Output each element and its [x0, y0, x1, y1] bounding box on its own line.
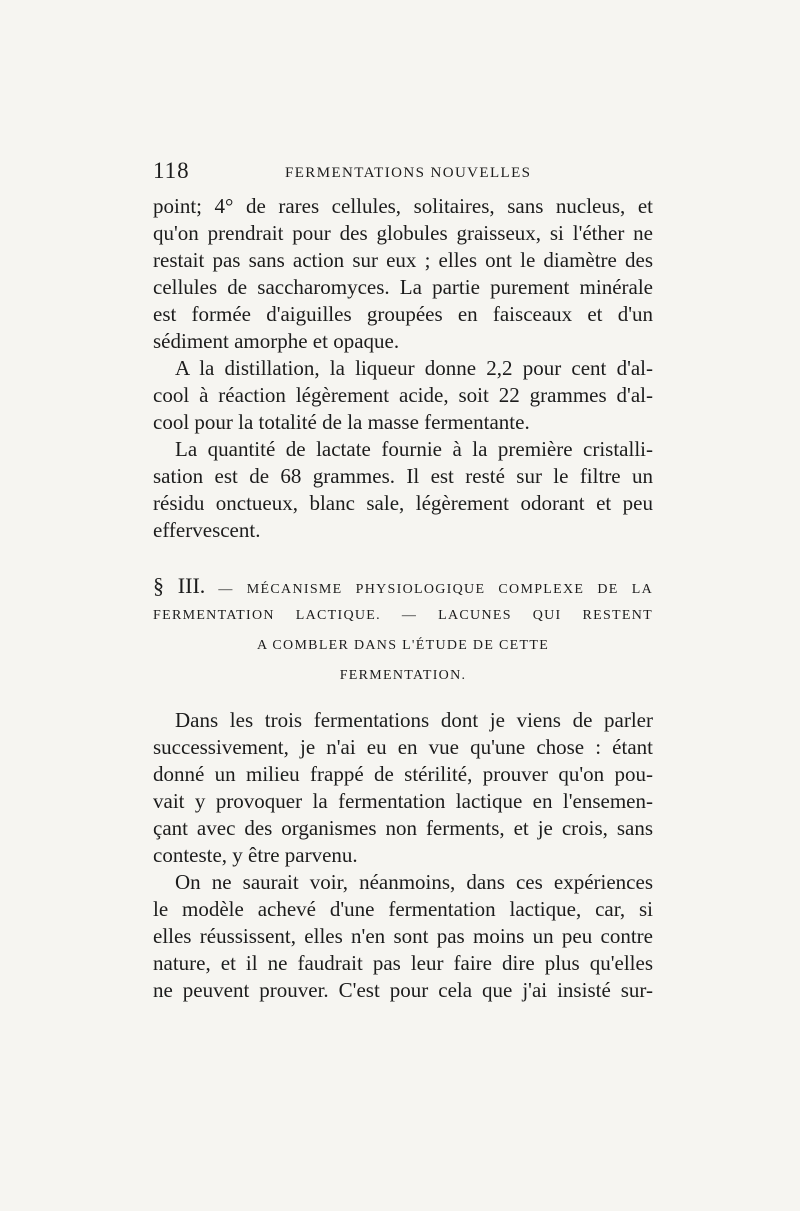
- text-line: A la distillation, la liqueur donne 2,2 pour cent d'al-: [175, 356, 653, 380]
- paragraph-5: [153, 869, 653, 1004]
- text-line: On ne saurait voir, néanmoins, dans ces expériences: [175, 870, 653, 894]
- text-line: vait y provoquer la fermentation lactique en l'ensemen-: [153, 789, 653, 813]
- text-line: est formée d'aiguilles groupées en faisceaux et d'un: [153, 302, 653, 326]
- text-line: cool pour la totalité de la masse fermentante.: [153, 410, 530, 434]
- text-line: le modèle achevé d'une fermentation lactique, car, si: [153, 897, 653, 921]
- body-text: [153, 193, 653, 1004]
- text-line: cool à réaction légèrement acide, soit 22 grammes d'al-: [153, 383, 653, 407]
- spacer: [153, 691, 653, 707]
- section-heading-line: A COMBLER DANS L'ÉTUDE DE CETTE: [256, 638, 550, 653]
- spacer: [153, 544, 653, 571]
- text-line: Dans les trois fermentations dont je viens de parler: [175, 708, 653, 732]
- paragraph-4: [153, 707, 653, 869]
- text-line: donné un milieu frappé de stérilité, prouver qu'on pou-: [153, 762, 653, 786]
- text-line: sation est de 68 grammes. Il est resté sur le filtre un: [153, 464, 653, 488]
- text-line: nature, et il ne faudrait pas leur faire dire plus qu'elles: [153, 951, 653, 975]
- text-line: sédiment amorphe et opaque.: [153, 329, 400, 353]
- text-line: effervescent.: [153, 518, 261, 542]
- text-line: ne peuvent prouver. C'est pour cela que j'ai insisté sur-: [153, 978, 653, 1002]
- text-line: successivement, je n'ai eu en vue qu'une chose : étant: [153, 735, 653, 759]
- text-line: résidu onctueux, blanc sale, légèrement odorant et peu: [153, 491, 653, 515]
- section-heading-line: FERMENTATION.: [339, 668, 467, 683]
- text-line: elles réussissent, elles n'en sont pas moins un peu contre: [153, 924, 653, 948]
- paragraph-1: [153, 193, 653, 355]
- running-head: FERMENTATIONS NOUVELLES: [285, 165, 532, 181]
- section-heading-line: [153, 571, 653, 601]
- text-line: conteste, y être parvenu.: [153, 843, 358, 867]
- text-line: çant avec des organismes non ferments, et je crois, sans: [153, 816, 653, 840]
- text-line: restait pas sans action sur eux ; elles ont le diamètre des: [153, 248, 653, 272]
- section-heading: [153, 571, 653, 691]
- text-line: qu'on prendrait pour des globules graisseux, si l'éther ne: [153, 221, 653, 245]
- page-number: 118: [153, 158, 190, 183]
- text-line: cellules de saccharomyces. La partie purement minérale: [153, 275, 653, 299]
- text-line: La quantité de lactate fournie à la première cristalli-: [175, 437, 653, 461]
- paragraph-3: [153, 436, 653, 544]
- section-title-part: — MÉCANISME PHYSIOLOGIQUE COMPLEXE DE LA: [218, 582, 653, 597]
- section-number: § III.: [153, 573, 206, 598]
- section-heading-line: FERMENTATION LACTIQUE. — LACUNES QUI RESTENT: [153, 608, 653, 623]
- page-header: [153, 158, 653, 188]
- paragraph-2: [153, 355, 653, 436]
- text-line: point; 4° de rares cellules, solitaires, sans nucleus, et: [153, 194, 653, 218]
